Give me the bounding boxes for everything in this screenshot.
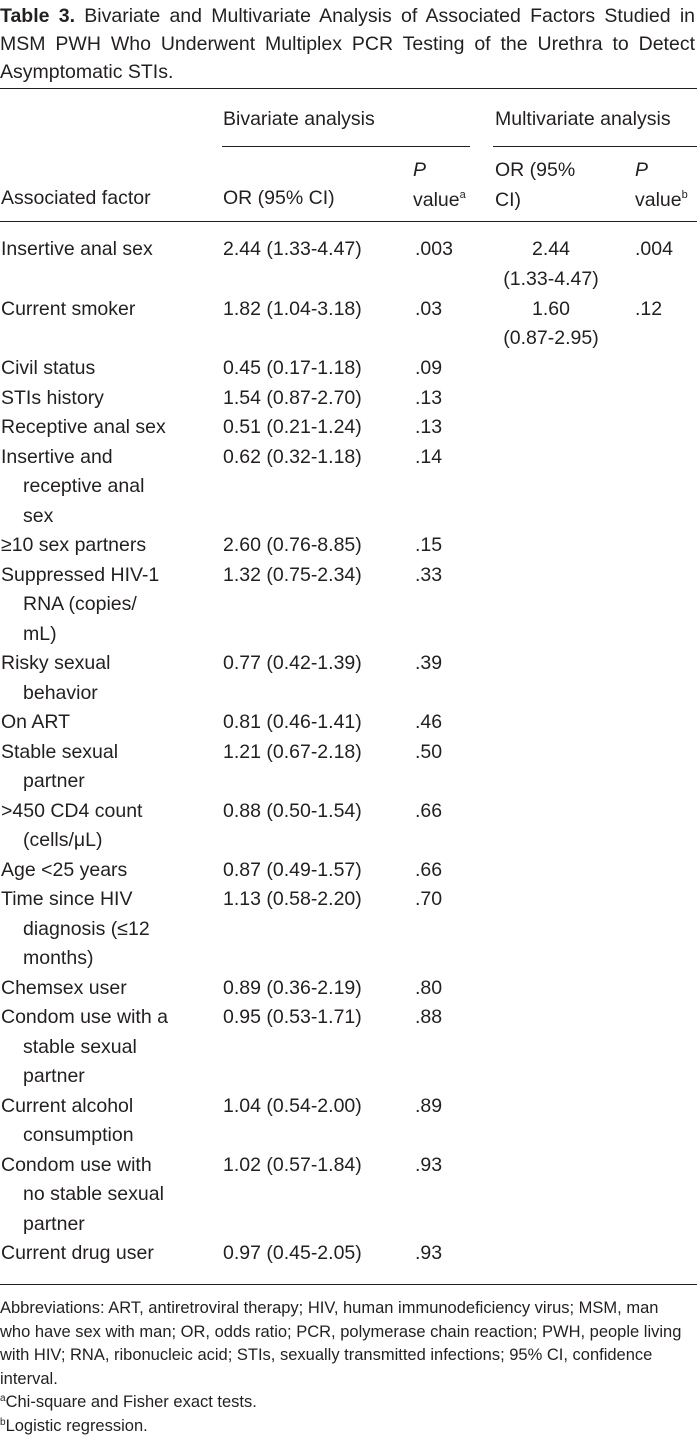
factor-label-continued: diagnosis (≤12 <box>1 915 201 945</box>
p-bivariate-cell: .33 <box>415 561 442 591</box>
p-letter: P <box>635 159 648 181</box>
p-bivariate-cell: .50 <box>415 738 442 768</box>
factor-label: Civil status <box>1 354 201 384</box>
factor-label: Current smoker <box>1 295 201 325</box>
factor-label-continued: partner <box>1 767 201 797</box>
bivariate-group-header: Bivariate analysis <box>223 105 375 135</box>
factor-cell <box>1 1092 201 1151</box>
factor-label: Insertive and <box>1 443 201 473</box>
footnote-a-text: Chi-square and Fisher exact tests. <box>6 1393 257 1411</box>
p-bivariate-cell: .89 <box>415 1092 442 1122</box>
p-bivariate-cell: .70 <box>415 885 442 915</box>
factor-label: Receptive anal sex <box>1 413 201 443</box>
factor-label: Chemsex user <box>1 974 201 1004</box>
factor-label: On ART <box>1 708 201 738</box>
or-bivariate-cell: 1.82 (1.04-3.18) <box>223 295 362 325</box>
factor-cell <box>1 974 201 1004</box>
factor-label-continued: RNA (copies/ <box>1 590 201 620</box>
p-bivariate-cell: .93 <box>415 1239 442 1269</box>
or-mv-estimate: 1.60 <box>481 295 621 325</box>
factor-label: Time since HIV <box>1 885 201 915</box>
factor-label-continued: no stable sexual <box>1 1180 201 1210</box>
factor-cell <box>1 443 201 532</box>
or-mv-estimate: 2.44 <box>481 235 621 265</box>
p-bivariate-cell: .46 <box>415 708 442 738</box>
factor-cell <box>1 384 201 414</box>
factor-label-continued: months) <box>1 944 201 974</box>
factor-label-continued: sex <box>1 502 201 532</box>
factor-label: >450 CD4 count <box>1 797 201 827</box>
footnote-b-mark: b <box>0 1417 6 1428</box>
table-title: Bivariate and Multivariate Analysis of Associated Factors Studied in MSM PWH Who Underwent Multiplex PCR Testing of the Urethra to Detect Asymptomatic STIs. <box>0 5 695 83</box>
factor-label: Insertive anal sex <box>1 235 201 265</box>
p-bivariate-cell: .13 <box>415 384 442 414</box>
bivariate-group-rule <box>222 146 470 147</box>
top-rule <box>0 88 697 89</box>
factor-label: Condom use with a <box>1 1003 201 1033</box>
table-footnotes <box>0 1297 690 1438</box>
footnote-a-mark: a <box>0 1393 6 1404</box>
factor-label: ≥10 sex partners <box>1 531 201 561</box>
table-bottom-rule <box>0 1284 697 1285</box>
or-bivariate-cell: 1.21 (0.67-2.18) <box>223 738 362 768</box>
factor-cell <box>1 1239 201 1269</box>
or-bivariate-cell: 0.62 (0.32-1.18) <box>223 443 362 473</box>
p-letter: P <box>413 159 426 181</box>
or-mv-interval: (1.33-4.47) <box>481 265 621 295</box>
p-bivariate-cell: .15 <box>415 531 442 561</box>
p-bivariate-cell: .13 <box>415 413 442 443</box>
factor-label-continued: behavior <box>1 679 201 709</box>
or-bivariate-cell: 1.32 (0.75-2.34) <box>223 561 362 591</box>
factor-label: Current drug user <box>1 1239 201 1269</box>
p-bivariate-cell: .66 <box>415 797 442 827</box>
p-bivariate-cell: .88 <box>415 1003 442 1033</box>
p-bivariate-cell: .03 <box>415 295 442 325</box>
p-value-word: value <box>635 189 682 211</box>
table-label: Table 3. <box>0 5 75 27</box>
p-bivariate-column-header <box>413 156 466 215</box>
factor-cell <box>1 1151 201 1240</box>
or-bivariate-cell: 2.60 (0.76-8.85) <box>223 531 362 561</box>
factor-cell <box>1 738 201 797</box>
factor-cell <box>1 885 201 974</box>
factor-label: Condom use with <box>1 1151 201 1181</box>
or-multivariate-cell <box>481 235 621 294</box>
header-bottom-rule <box>0 221 697 222</box>
p-bivariate-cell: .09 <box>415 354 442 384</box>
factor-cell <box>1 856 201 886</box>
factor-cell <box>1 1003 201 1092</box>
factor-label: STIs history <box>1 384 201 414</box>
multivariate-group-rule <box>493 146 697 147</box>
factor-label-continued: partner <box>1 1062 201 1092</box>
p-bivariate-cell: .003 <box>415 235 453 265</box>
p-multivariate-cell: .12 <box>635 295 662 325</box>
factor-cell <box>1 797 201 856</box>
factor-cell <box>1 561 201 650</box>
p-bivariate-cell: .80 <box>415 974 442 1004</box>
factor-cell <box>1 708 201 738</box>
p-bivariate-cell: .39 <box>415 649 442 679</box>
factor-label: Age <25 years <box>1 856 201 886</box>
factor-cell <box>1 235 201 265</box>
factor-label-continued: mL) <box>1 620 201 650</box>
p-multivariate-column-header <box>635 156 688 215</box>
p-value-word: value <box>413 189 460 211</box>
or-bivariate-cell: 0.51 (0.21-1.24) <box>223 413 362 443</box>
or-bivariate-cell: 0.45 (0.17-1.18) <box>223 354 362 384</box>
or-bivariate-cell: 1.02 (0.57-1.84) <box>223 1151 362 1181</box>
or-bivariate-cell: 2.44 (1.33-4.47) <box>223 235 362 265</box>
or-bivariate-cell: 1.04 (0.54-2.00) <box>223 1092 362 1122</box>
or-mv-header-line2: CI) <box>495 189 521 211</box>
factor-cell <box>1 295 201 325</box>
or-bivariate-cell: 0.95 (0.53-1.71) <box>223 1003 362 1033</box>
table-caption <box>0 2 695 86</box>
factor-cell <box>1 649 201 708</box>
factor-label-continued: (cells/μL) <box>1 826 201 856</box>
or-mv-interval: (0.87-2.95) <box>481 324 621 354</box>
factor-label: Suppressed HIV-1 <box>1 561 201 591</box>
factor-label-continued: consumption <box>1 1121 201 1151</box>
or-bivariate-cell: 0.77 (0.42-1.39) <box>223 649 362 679</box>
footnote-a <box>0 1391 690 1415</box>
p-bivariate-cell: .66 <box>415 856 442 886</box>
p-bivariate-cell: .14 <box>415 443 442 473</box>
factor-cell <box>1 531 201 561</box>
footnote-b <box>0 1415 690 1438</box>
or-multivariate-cell <box>481 295 621 354</box>
factor-column-header: Associated factor <box>1 184 151 214</box>
or-multivariate-column-header <box>495 156 575 215</box>
factor-cell <box>1 354 201 384</box>
abbreviations-note: Abbreviations: ART, antiretroviral therapy; HIV, human immunodeficiency virus; MSM, man who have sex with man; OR, odds ratio; PCR, polymerase chain reaction; PWH, people living with HIV; RNA, ribonucleic acid; STIs, sexually transmitted infections; 95% CI, confidence interval. <box>0 1297 690 1391</box>
multivariate-group-header: Multivariate analysis <box>495 105 671 135</box>
factor-label: Stable sexual <box>1 738 201 768</box>
factor-label: Risky sexual <box>1 649 201 679</box>
or-bivariate-cell: 0.97 (0.45-2.05) <box>223 1239 362 1269</box>
footnote-mark-a: a <box>460 189 466 201</box>
or-bivariate-cell: 0.89 (0.36-2.19) <box>223 974 362 1004</box>
or-mv-header-line1: OR (95% <box>495 159 575 181</box>
or-bivariate-cell: 0.81 (0.46-1.41) <box>223 708 362 738</box>
footnote-mark-b: b <box>682 189 688 201</box>
or-bivariate-cell: 1.54 (0.87-2.70) <box>223 384 362 414</box>
or-bivariate-cell: 1.13 (0.58-2.20) <box>223 885 362 915</box>
p-multivariate-cell: .004 <box>635 235 673 265</box>
p-bivariate-cell: .93 <box>415 1151 442 1181</box>
or-bivariate-cell: 0.87 (0.49-1.57) <box>223 856 362 886</box>
factor-label-continued: partner <box>1 1210 201 1240</box>
or-bivariate-column-header: OR (95% CI) <box>223 184 335 214</box>
factor-label: Current alcohol <box>1 1092 201 1122</box>
footnote-b-text: Logistic regression. <box>6 1417 148 1435</box>
factor-cell <box>1 413 201 443</box>
factor-label-continued: receptive anal <box>1 472 201 502</box>
factor-label-continued: stable sexual <box>1 1033 201 1063</box>
or-bivariate-cell: 0.88 (0.50-1.54) <box>223 797 362 827</box>
